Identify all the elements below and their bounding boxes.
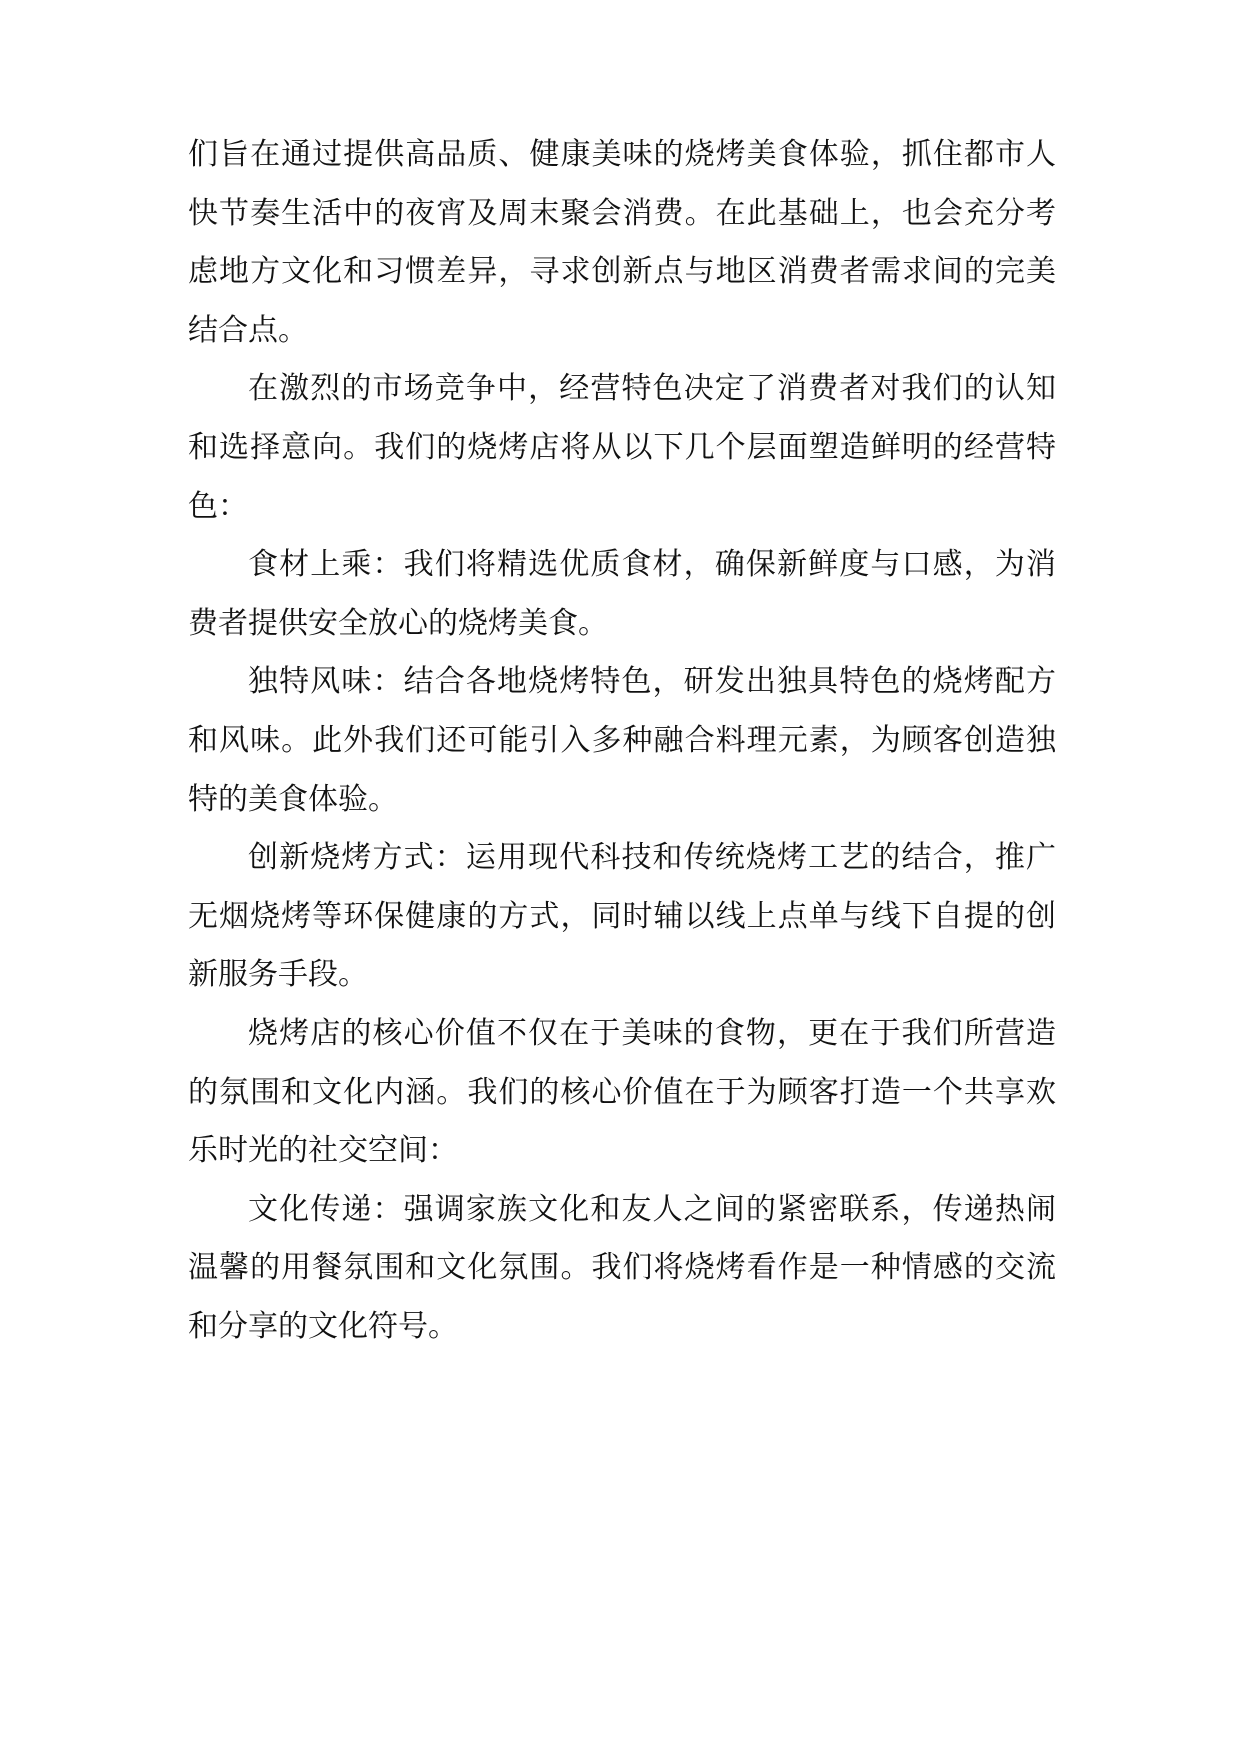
paragraph-continuation: 们旨在通过提供高品质、健康美味的烧烤美食体验，抓住都市人快节奏生活中的夜宵及周末聚会消费。在此基础上，也会充分考虑地方文化和习惯差异，寻求创新点与地区消费者需求间的完美结合点。 bbox=[188, 137, 1056, 348]
paragraph-quality-ingredients: 食材上乘：我们将精选优质食材，确保新鲜度与口感，为消费者提供安全放心的烧烤美食。 bbox=[188, 547, 1056, 641]
paragraph-business-features-intro: 在激烈的市场竞争中，经营特色决定了消费者对我们的认知和选择意向。我们的烧烤店将从以下几个层面塑造鲜明的经营特色： bbox=[188, 371, 1056, 524]
paragraph-unique-flavor: 独特风味：结合各地烧烤特色，研发出独具特色的烧烤配方和风味。此外我们还可能引入多种融合料理元素，为顾客创造独特的美食体验。 bbox=[188, 664, 1056, 817]
paragraph-core-value: 烧烤店的核心价值不仅在于美味的食物，更在于我们所营造的氛围和文化内涵。我们的核心价值在于为顾客打造一个共享欢乐时光的社交空间： bbox=[188, 1015, 1056, 1169]
body-text bbox=[188, 126, 1056, 1356]
paragraph-innovative-grilling: 创新烧烤方式：运用现代科技和传统烧烤工艺的结合，推广无烟烧烤等环保健康的方式，同时辅以线上点单与线下自提的创新服务手段。 bbox=[188, 840, 1056, 993]
paragraph-cultural-transmission: 文化传递：强调家族文化和友人之间的紧密联系，传递热闹温馨的用餐氛围和文化氛围。我们将烧烤看作是一种情感的交流和分享的文化符号。 bbox=[188, 1191, 1056, 1344]
